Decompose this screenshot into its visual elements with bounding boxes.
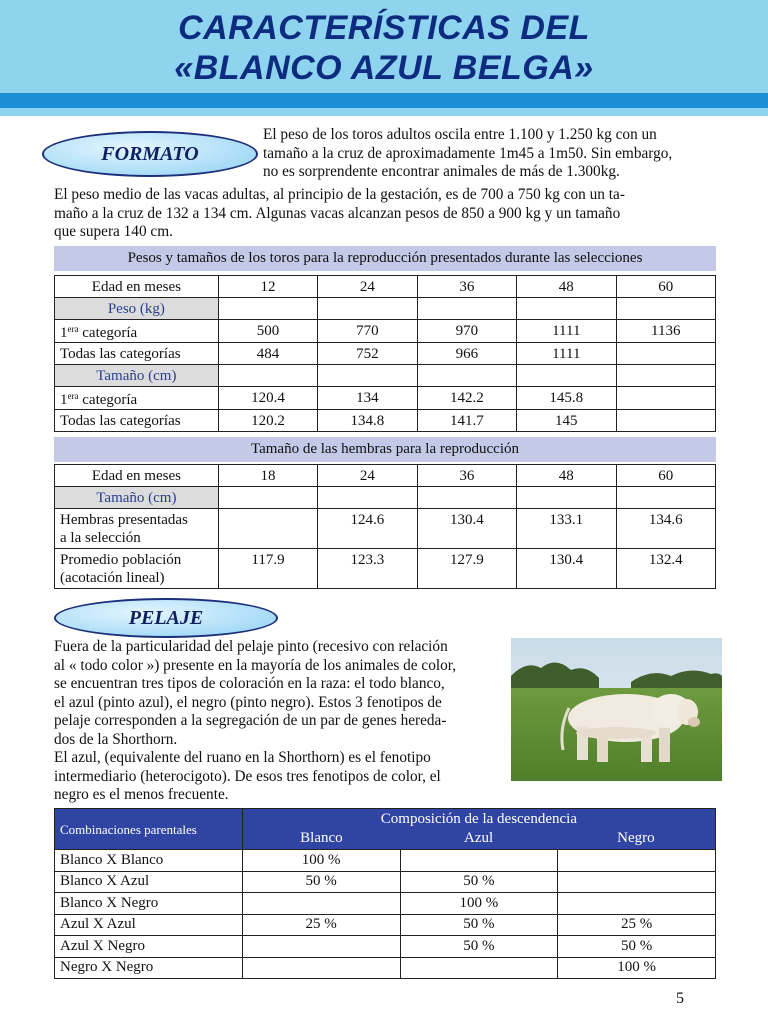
table-cell: 500 bbox=[218, 320, 317, 343]
text-line: El azul, (equivalente del ruano en la Shorthorn) es el fenotipo bbox=[54, 749, 431, 766]
text-line: pelaje corresponden a la segregación de un par de genes hereda- bbox=[54, 712, 447, 729]
text-line: maño a la cruz de 132 a 134 cm. Algunas vacas alcanzan pesos de 850 a 900 kg y un tamaño bbox=[54, 204, 621, 222]
text-line: tamaño a la cruz de aproximadamente 1m45 a 1m50. Sin embargo, bbox=[263, 144, 673, 162]
row-label: Todas las categorías bbox=[55, 410, 219, 432]
page-number: 5 bbox=[676, 990, 684, 1007]
table-cell bbox=[242, 936, 400, 958]
header-cell: 60 bbox=[616, 276, 716, 298]
table-cell bbox=[616, 298, 716, 320]
table-cell: 970 bbox=[417, 320, 516, 343]
text-line: no es sorprendente encontrar animales de más de 1.300kg. bbox=[263, 163, 620, 180]
row-label: Blanco X Negro bbox=[55, 893, 243, 915]
pelaje-paragraph bbox=[54, 638, 504, 805]
cow-photo bbox=[511, 638, 722, 781]
header-cell: 48 bbox=[517, 465, 616, 487]
header-cell: Combinaciones parentales bbox=[55, 809, 243, 850]
text-line: dos de la Shorthorn. bbox=[54, 730, 178, 748]
section-row bbox=[55, 298, 716, 320]
subheader-azul: Azul bbox=[464, 830, 494, 846]
table-row bbox=[55, 343, 716, 365]
table-cell bbox=[400, 850, 558, 872]
table-cell: 100 % bbox=[400, 893, 558, 915]
table-header-row bbox=[55, 809, 716, 850]
table-cell bbox=[517, 298, 616, 320]
table-cell: 117.9 bbox=[218, 549, 317, 589]
row-label: Azul X Negro bbox=[55, 936, 243, 958]
formato-badge bbox=[42, 131, 258, 177]
table-cell: 770 bbox=[318, 320, 417, 343]
bulls-table bbox=[54, 275, 716, 432]
table-cell bbox=[417, 365, 516, 387]
table-cell: 50 % bbox=[400, 871, 558, 893]
table-cell bbox=[318, 298, 417, 320]
formato-label: FORMATO bbox=[101, 143, 199, 165]
table-cell bbox=[517, 487, 616, 509]
table-cell: 134.6 bbox=[616, 509, 715, 549]
table-cell bbox=[318, 487, 417, 509]
table-cell bbox=[218, 365, 317, 387]
table-cell bbox=[616, 343, 716, 365]
text-line: al « todo color ») presente en la mayoría de los animales de color, bbox=[54, 656, 457, 674]
table-cell: 133.1 bbox=[517, 509, 616, 549]
section-row bbox=[55, 365, 716, 387]
pelaje-label: PELAJE bbox=[128, 607, 204, 629]
females-table bbox=[54, 464, 716, 589]
section-row bbox=[55, 487, 716, 509]
row-label: Promedio población (acotación lineal) bbox=[55, 549, 219, 589]
page-header bbox=[0, 0, 768, 116]
table-cell bbox=[616, 410, 716, 432]
table-cell: 120.2 bbox=[218, 410, 317, 432]
table-cell: 50 % bbox=[242, 871, 400, 893]
table-cell bbox=[558, 871, 716, 893]
table-row bbox=[55, 549, 716, 589]
table-cell: 130.4 bbox=[517, 549, 616, 589]
table-cell: 1111 bbox=[517, 343, 616, 365]
table-cell: 1111 bbox=[517, 320, 616, 343]
row-label: $1^{era}$ categoría bbox=[55, 387, 219, 410]
section-label: Tamaño (cm) bbox=[55, 487, 219, 509]
table-cell bbox=[400, 957, 558, 979]
header-cell: 48 bbox=[517, 276, 616, 298]
text-line: Fuera de la particularidad del pelaje pinto (recesivo con relación bbox=[54, 638, 448, 655]
table-row bbox=[55, 893, 716, 915]
table-cell: 25 % bbox=[242, 914, 400, 936]
text-line: se encuentran tres tipos de coloración en la raza: el todo blanco, bbox=[54, 675, 445, 692]
subheader-negro: Negro bbox=[617, 830, 655, 846]
table-cell bbox=[558, 893, 716, 915]
group-header-label: Composición de la descendencia bbox=[380, 811, 577, 827]
header-cell: 36 bbox=[417, 276, 516, 298]
text-line: negro es el menos frecuente. bbox=[54, 786, 229, 803]
table-cell bbox=[517, 365, 616, 387]
table-cell bbox=[616, 387, 716, 410]
table-cell bbox=[417, 487, 516, 509]
table2-caption: Tamaño de las hembras para la reproducción bbox=[54, 437, 716, 462]
table1-caption: Pesos y tamaños de los toros para la reproducción presentados durante las selecciones bbox=[54, 246, 716, 271]
table-header-row bbox=[55, 276, 716, 298]
table-cell: 130.4 bbox=[417, 509, 516, 549]
row-label: Blanco X Blanco bbox=[55, 850, 243, 872]
table-row bbox=[55, 509, 716, 549]
table-row bbox=[55, 936, 716, 958]
table-row bbox=[55, 871, 716, 893]
text-line: el azul (pinto azul), el negro (pinto negro). Estos 3 fenotipos de bbox=[54, 693, 442, 711]
table-cell: 100 % bbox=[558, 957, 716, 979]
row-label: Blanco X Azul bbox=[55, 871, 243, 893]
table-cell bbox=[218, 298, 317, 320]
table-cell: 966 bbox=[417, 343, 516, 365]
cow-photo-image bbox=[511, 638, 722, 781]
table-cell bbox=[318, 365, 417, 387]
table-cell: 134.8 bbox=[318, 410, 417, 432]
table-cell: 145 bbox=[517, 410, 616, 432]
title-line-1: CARACTERÍSTICAS DEL bbox=[178, 9, 590, 47]
table-cell bbox=[558, 850, 716, 872]
table-cell: 120.4 bbox=[218, 387, 317, 410]
subheader-row bbox=[243, 829, 715, 848]
table-row bbox=[55, 387, 716, 410]
table-row bbox=[55, 914, 716, 936]
table-cell: 100 % bbox=[242, 850, 400, 872]
header-cell: Edad en meses bbox=[55, 465, 219, 487]
subheader-blanco: Blanco bbox=[300, 830, 343, 846]
header-cell: 24 bbox=[318, 465, 417, 487]
header-cell: 12 bbox=[218, 276, 317, 298]
table-cell: 132.4 bbox=[616, 549, 715, 589]
table-cell bbox=[218, 509, 317, 549]
coat-inheritance-table bbox=[54, 808, 716, 979]
row-label: Azul X Azul bbox=[55, 914, 243, 936]
table-cell bbox=[417, 298, 516, 320]
table-header-row bbox=[55, 465, 716, 487]
text-line: El peso de los toros adultos oscila entre 1.100 y 1.250 kg con un bbox=[263, 126, 657, 143]
table-cell: 124.6 bbox=[318, 509, 417, 549]
section-label: Tamaño (cm) bbox=[55, 365, 219, 387]
table-cell: 123.3 bbox=[318, 549, 417, 589]
table-cell bbox=[616, 365, 716, 387]
table-row bbox=[55, 320, 716, 343]
header-cell: 24 bbox=[318, 276, 417, 298]
table-cell bbox=[242, 893, 400, 915]
header-stripe bbox=[0, 93, 768, 108]
row-label: Hembras presentadas a la selección bbox=[55, 509, 219, 549]
table-cell: 127.9 bbox=[417, 549, 516, 589]
table-cell: 134 bbox=[318, 387, 417, 410]
table-cell: 752 bbox=[318, 343, 417, 365]
text-line: intermediario (heterocigoto). De esos tres fenotipos de color, el bbox=[54, 767, 441, 785]
pelaje-badge bbox=[54, 598, 278, 638]
header-cell: Edad en meses bbox=[55, 276, 219, 298]
table-cell: 484 bbox=[218, 343, 317, 365]
text-line: que supera 140 cm. bbox=[54, 223, 173, 240]
row-label: Todas las categorías bbox=[55, 343, 219, 365]
table-cell: 1136 bbox=[616, 320, 716, 343]
table-cell: 50 % bbox=[400, 936, 558, 958]
section-label: Peso (kg) bbox=[55, 298, 219, 320]
table-row bbox=[55, 850, 716, 872]
table-cell: 50 % bbox=[558, 936, 716, 958]
table-cell: 50 % bbox=[400, 914, 558, 936]
table-cell: 145.8 bbox=[517, 387, 616, 410]
table-cell bbox=[218, 487, 317, 509]
header-cell: 18 bbox=[218, 465, 317, 487]
table-row bbox=[55, 957, 716, 979]
formato-intro bbox=[263, 126, 728, 182]
page-title bbox=[0, 8, 768, 88]
table-cell bbox=[616, 487, 715, 509]
row-label: $1^{era}$ categoría bbox=[55, 320, 219, 343]
table-row bbox=[55, 410, 716, 432]
header-cell: 36 bbox=[417, 465, 516, 487]
table-cell: 142.2 bbox=[417, 387, 516, 410]
text-line: El peso medio de las vacas adultas, al principio de la gestación, es de 700 a 750 kg con un ta- bbox=[54, 186, 625, 203]
table-cell bbox=[242, 957, 400, 979]
title-line-2: «BLANCO AZUL BELGA» bbox=[174, 49, 594, 87]
row-label: Negro X Negro bbox=[55, 957, 243, 979]
table-cell: 141.7 bbox=[417, 410, 516, 432]
group-header-cell bbox=[242, 809, 715, 850]
formato-paragraph bbox=[54, 186, 719, 242]
header-cell: 60 bbox=[616, 465, 715, 487]
table-cell: 25 % bbox=[558, 914, 716, 936]
